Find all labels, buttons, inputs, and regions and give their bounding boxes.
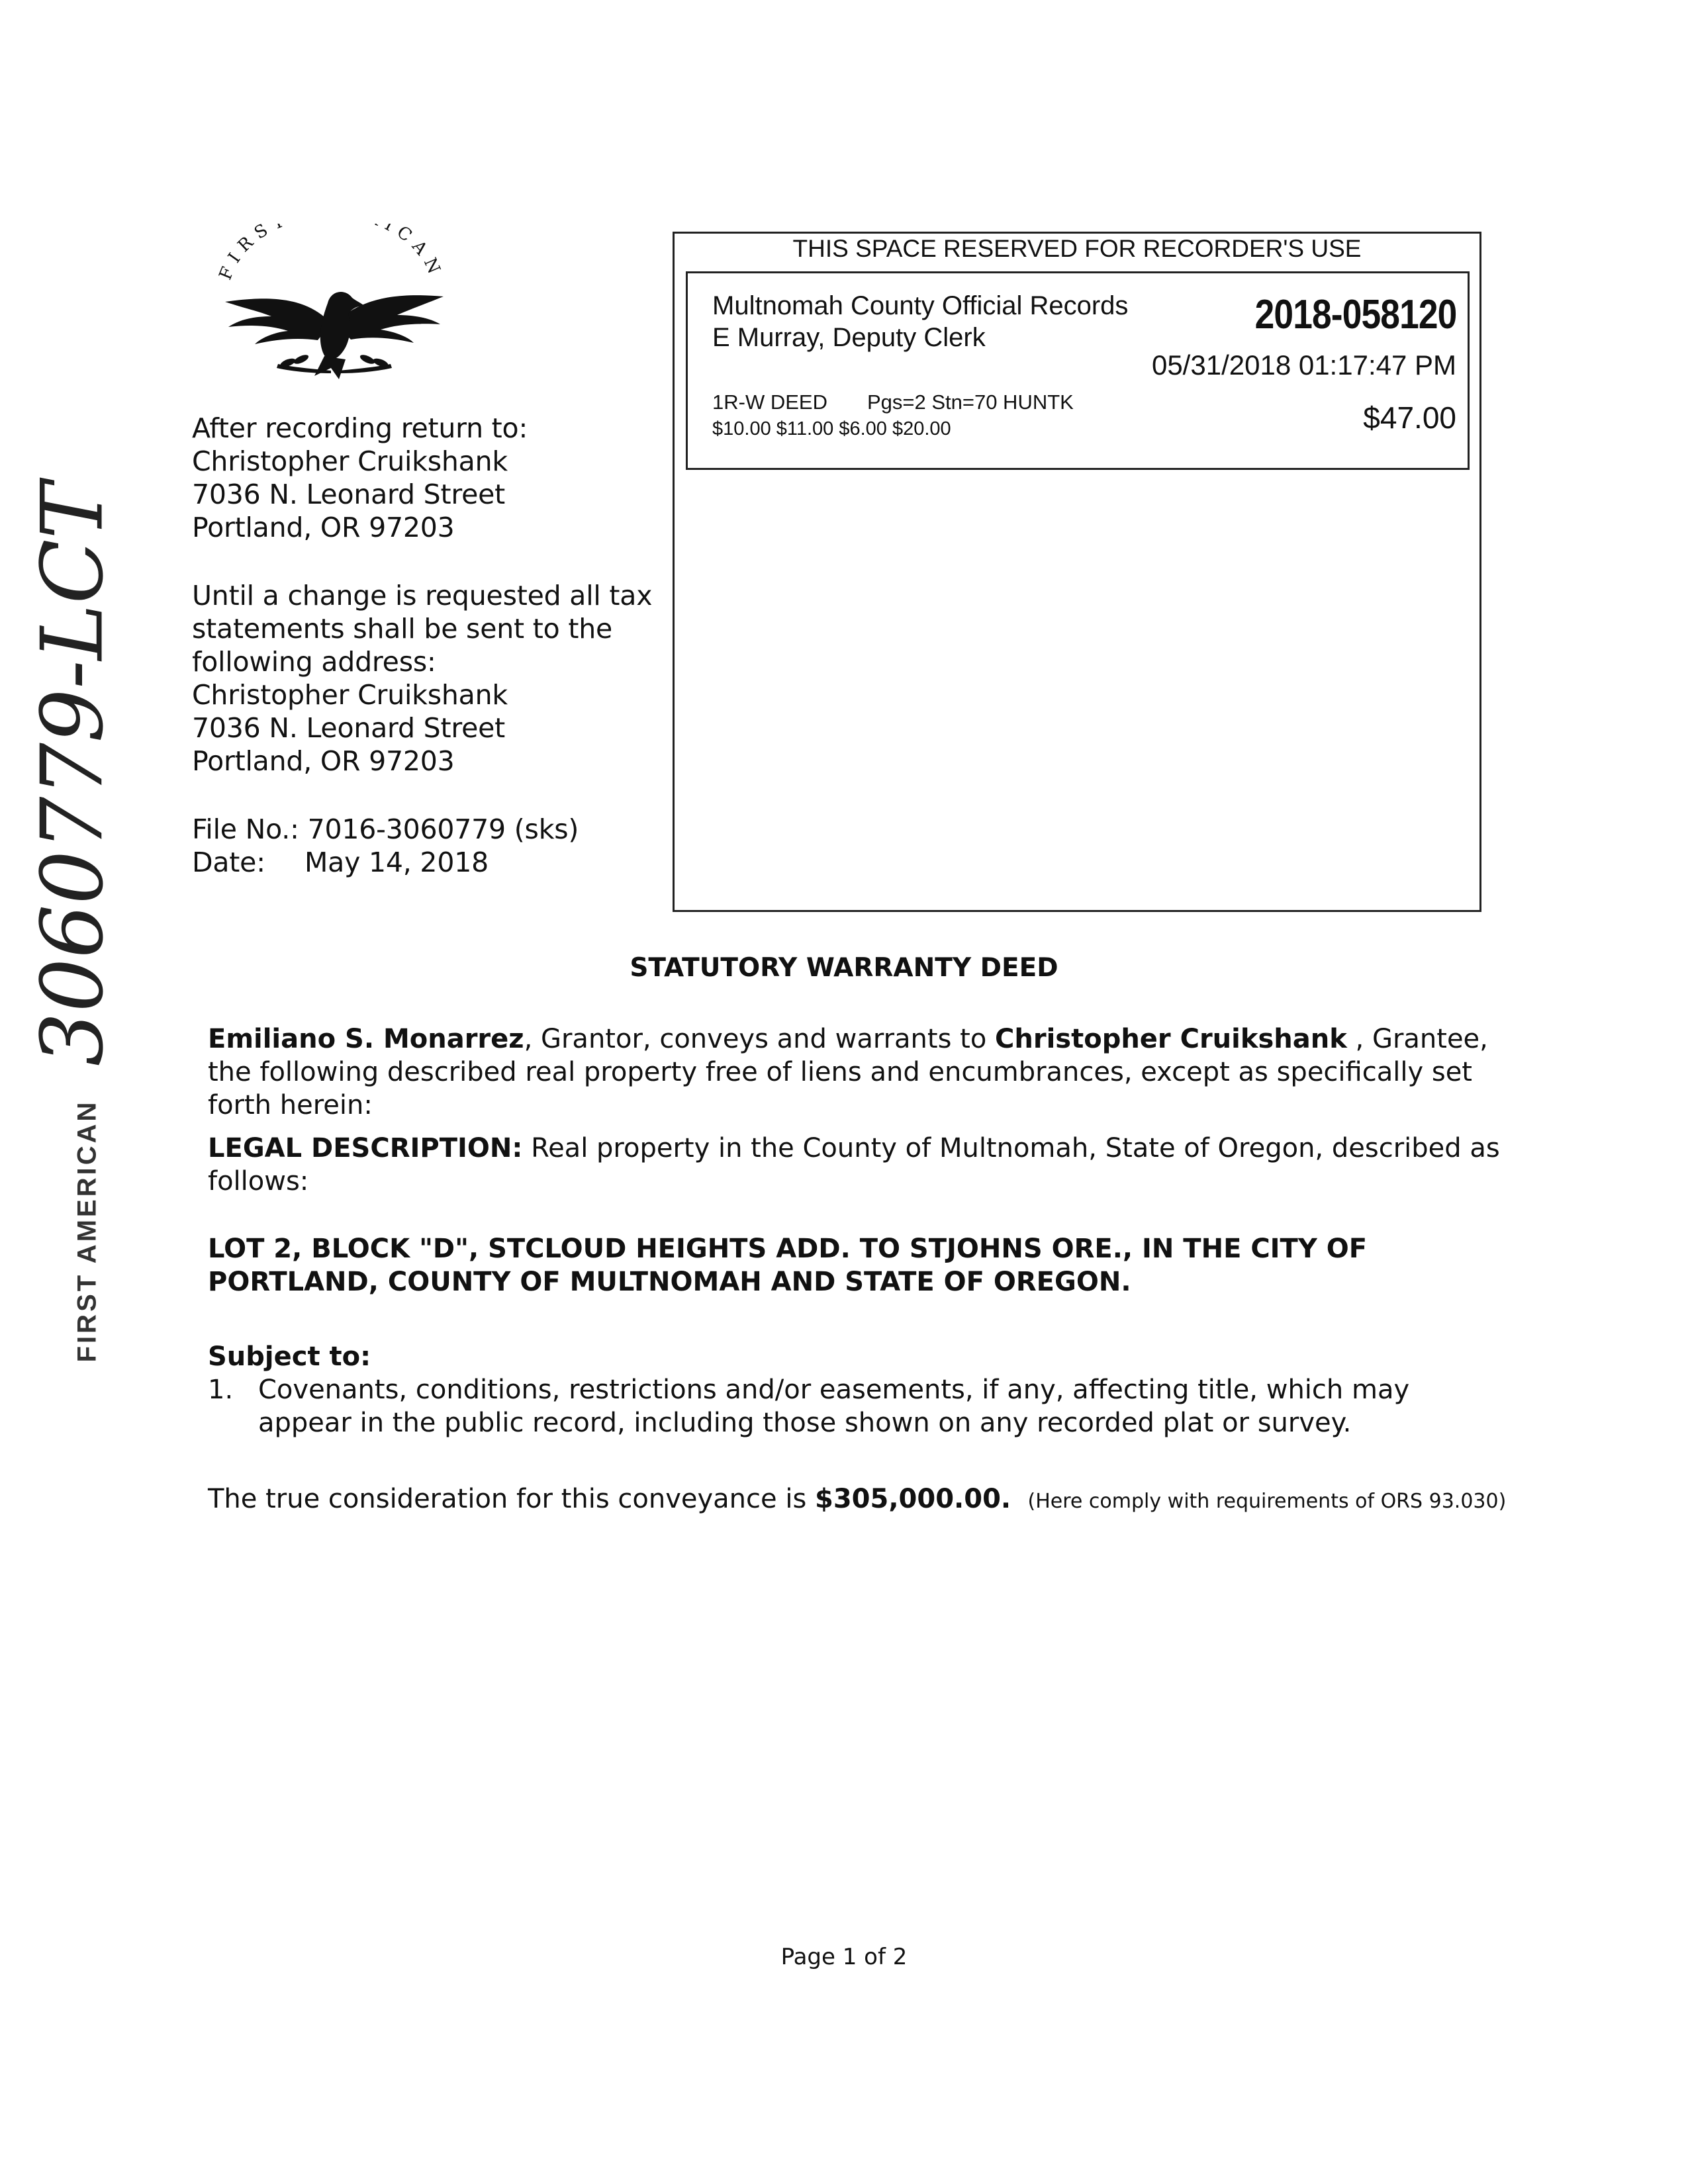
page-number: Page 1 of 2 [780, 1944, 908, 1970]
legal-description-text: Real property in the County of Multnomah, State of Oregon, described as follows: [208, 1133, 1500, 1197]
return-address-block [192, 412, 528, 544]
record-pages-station: Pgs=2 Stn=70 HUNTK [867, 390, 1074, 414]
tax-statement-block [192, 579, 652, 778]
consideration-note: (Here comply with requirements of ORS 93.030) [1027, 1490, 1507, 1513]
tax-line-2: statements shall be sent to the [192, 613, 613, 645]
recorder-county: Multnomah County Official Records [712, 291, 1129, 320]
recorder-heading: THIS SPACE RESERVED FOR RECORDER'S USE [792, 235, 1362, 262]
return-name: Christopher Cruikshank [192, 445, 508, 477]
record-number: 2018-058120 [1254, 292, 1456, 338]
file-number-row [192, 813, 579, 846]
deed-date: May 14, 2018 [305, 846, 489, 878]
grantor-suffix: , Grantor, conveys and warrants to [524, 1024, 996, 1054]
tax-line-3: following address: [192, 646, 436, 678]
date-row [192, 846, 579, 879]
margin-handwritten-note: 3060779-LCT [23, 482, 122, 1066]
deed-title: STATUTORY WARRANTY DEED [630, 953, 1058, 983]
grantor-name: Emiliano S. Monarrez [208, 1024, 524, 1054]
return-street: 7036 N. Leonard Street [192, 478, 506, 510]
record-fees: $10.00 $11.00 $6.00 $20.00 [712, 418, 951, 439]
margin-stamp: FIRST AMERICAN [72, 1099, 102, 1363]
record-total: $47.00 [1363, 400, 1456, 435]
date-label: Date: [192, 846, 265, 878]
tax-line-1: Until a change is requested all tax [192, 580, 653, 612]
return-label: After recording return to: [192, 412, 528, 444]
tax-street: 7036 N. Leonard Street [192, 712, 506, 744]
tax-name: Christopher Cruikshank [192, 679, 508, 711]
legal-description-paragraph [208, 1132, 1505, 1198]
record-datetime: 05/31/2018 01:17:47 PM [1151, 349, 1456, 381]
file-number-label: File No.: [192, 813, 299, 845]
consideration-prefix: The true consideration for this conveyance is [208, 1484, 816, 1514]
recorder-clerk: E Murray, Deputy Clerk [712, 323, 986, 352]
return-city: Portland, OR 97203 [192, 512, 455, 543]
legal-description-label: LEGAL DESCRIPTION: [208, 1133, 523, 1163]
subject-item-number: 1. [208, 1375, 234, 1405]
seal-arc-text: FIRS ICAN [215, 224, 447, 283]
lot-description: LOT 2, BLOCK "D", STCLOUD HEIGHTS ADD. TO STJOHNS ORE., IN THE CITY OF PORTLAND, COUNTY OF MULTNOMAH AND STATE OF OREGON. [208, 1234, 1368, 1297]
eagle-icon [199, 224, 463, 383]
svg-text:FIRST AMERICAN [216, 224, 447, 283]
file-info-block [192, 813, 579, 879]
subject-item-text: Covenants, conditions, restrictions and/or easements, if any, affecting title, which may appear in the public record, including those shown on any recorded plat or survey. [258, 1375, 1410, 1438]
record-code-row [712, 390, 1074, 414]
grantor-paragraph [208, 1023, 1505, 1122]
first-american-seal [199, 224, 463, 383]
subject-to-heading: Subject to: [208, 1342, 371, 1372]
tax-city: Portland, OR 97203 [192, 745, 455, 777]
record-doc-type: 1R-W DEED [712, 390, 827, 414]
grantee-name: Christopher Cruikshank [995, 1024, 1347, 1054]
file-number: 7016-3060779 (sks) [307, 813, 579, 845]
grantee-suffix: , Grantee, the following described real property free of liens and encumbrances, except as specifically set forth herein: [208, 1024, 1488, 1120]
consideration-paragraph [208, 1482, 1505, 1518]
consideration-amount: $305,000.00. [815, 1484, 1011, 1514]
